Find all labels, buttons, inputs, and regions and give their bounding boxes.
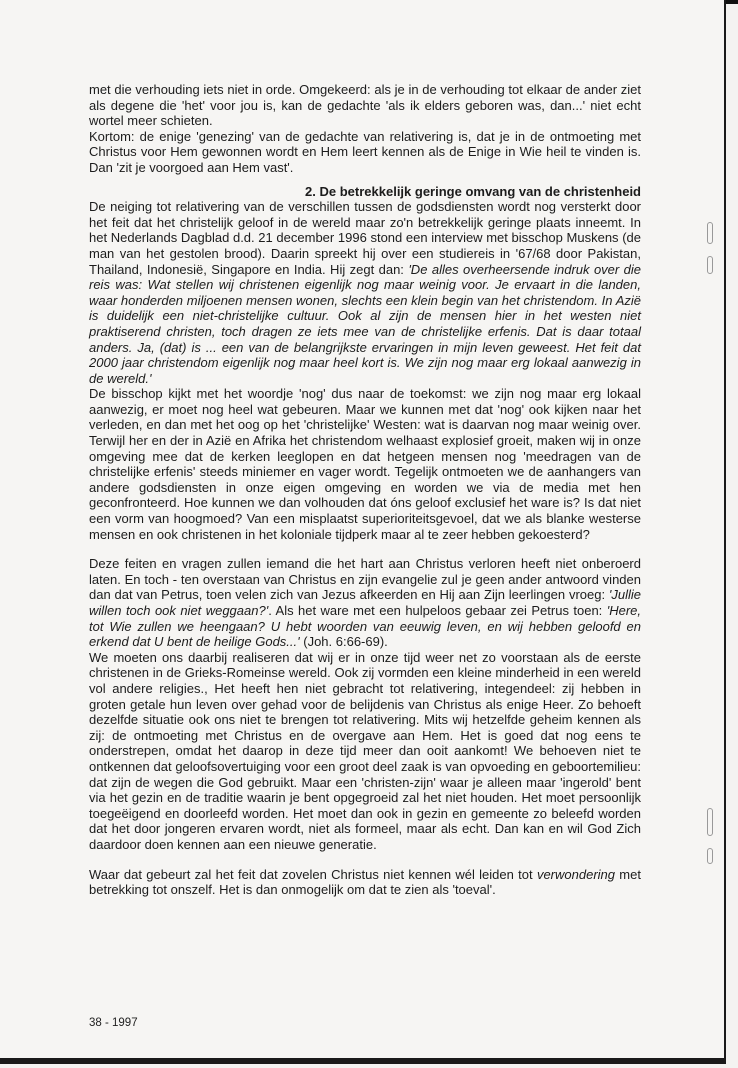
paragraph-5-quote-2: 'Here, tot Wie zullen we heengaan? U hebt woorden van eeuwig leven, en wij hebben geloofd en erkend dat U bent de heilige Gods...' bbox=[89, 603, 641, 650]
section-heading: 2. De betrekkelijk geringe omvang van de christenheid bbox=[305, 183, 641, 199]
binding-hole-mark bbox=[707, 848, 713, 864]
paragraph-3-quote: 'De alles overheersende indruk over die reis was: Wat stellen wij christenen eigenlijk nog maar weinig voor. Je ervaart in die landen, waar honderden miljoenen mensen wonen, slechts een klein begin van het christendom. In Azië is duidelijk een niet-christelijke cultuur. Ook al zijn de mensen hier in het westen niet praktiserend christen, toch dragen ze iets mee van de christelijke erfenis. Dat is daar totaal anders. Ja, (dat) is ... een van de belangrijkste ervaringen in mijn leven geweest. Het feit dat 2000 jaar christendom eigenlijk nog maar heel kort is. We zijn nog maar erg lokaal aanwezig in de wereld.' bbox=[89, 261, 641, 386]
paragraph-5-quote-1: 'Jullie willen toch ook niet weggaan?' bbox=[89, 587, 641, 618]
paragraph-4: De bisschop kijkt met het woordje 'nog' dus naar de toekomst: we zijn nog maar erg lokaal aanwezig, er moet nog heel wat gebeuren. Maar we kunnen met dat 'nog' ook kijken naar het verleden, en dan met het oog op het 'christelijke' Westen: wat is daarvan nog maar weinig over. Terwijl her en der in Azië en Afrika het christendom welhaast explosief groeit, maken wij in onze omgeving mee dat de kerken leeglopen en dat hetgeen mensen nog 'meedragen van de christelijke erfenis' steeds miniemer en vager wordt. Tegelijk ontmoeten we de aanhangers van andere godsdiensten in onze eigen omgeving en worden we via de media met hen geconfronteerd. Hoe kunnen we dan volhouden dat óns geloof exclusief het ware is? Is dat niet een vorm van hoogmoed? Van een misplaatst superioriteitsgevoel, dat we als blanke westerse mensen en ook christenen in het koloniale tijdperk maar al te zeer hebben gekoesterd? bbox=[89, 386, 641, 542]
paragraph-1: met die verhouding iets niet in orde. Omgekeerd: als je in de verhouding tot elkaar de ander ziet als degene die 'het' voor jou is, kan de gedachte 'als ik elders geboren was, dan...' niet echt wortel meer schieten. bbox=[89, 82, 641, 129]
paragraph-7-text-b: met betrekking tot onszelf. Het is dan onmogelijk om dat te zien als 'toeval'. bbox=[89, 866, 641, 898]
page-footer: 38 - 1997 bbox=[89, 1017, 138, 1029]
paragraph-7 bbox=[89, 867, 641, 898]
paragraph-7-text-a: Waar dat gebeurt zal het feit dat zovelen Christus niet kennen wél leiden tot bbox=[89, 866, 537, 882]
paragraph-2: Kortom: de enige 'genezing' van de gedachte van relativering is, dat je in de ontmoeting met Christus voor Hem gewonnen wordt en Hem leert kennen als de Enige in Wie heil te vinden is. Dan 'zit je voorgoed aan Hem vast'. bbox=[89, 128, 641, 175]
binding-hole-mark bbox=[707, 222, 713, 244]
paragraph-7-italic: verwondering bbox=[536, 866, 615, 882]
paragraph-6: We moeten ons daarbij realiseren dat wij er in onze tijd weer net zo voorstaan als de eerste christenen in de Grieks-Romeinse wereld. Ook zij vormden een kleine minderheid in een wereld vol andere religies., Het heeft hen niet gebracht tot relativering, integendeel: zij hebben in groten getale hun leven over gehad voor de belijdenis van Christus als enige Heer. Zo behoeft dezelfde situatie ook ons niet te brengen tot relativering. Mits wij hetzelfde geheim kennen als zij: de ontmoeting met Christus en de overgave aan Hem. Het is goed dat nog eens te onderstrepen, omdat het daarop in deze tijd meer dan ooit aankomt! We behoeven niet te ontkennen dat geloofsovertuiging voor een groot deel zaak is van opvoeding en geboortemilieu: dat zijn de wegen die God gebruikt. Maar een 'christen-zijn' waar je alleen maar 'ingerold' bent via het gezin en de traditie waarin je bent opgegroeid zal het niet houden. Het moet persoonlijk toegeëigend en doorleefd worden. Het moet dan ook in gezin en gemeente zo beleefd worden dat het door jongeren ervaren wordt, niet als formeel, maar als echt. Dan kan en wil God Zich daardoor doen kennen aan een nieuwe generatie. bbox=[89, 649, 641, 852]
binding-hole-mark bbox=[707, 256, 713, 274]
paragraph-3-text: De neiging tot relativering van de verschillen tussen de godsdiensten wordt nog versterkt door het feit dat het christelijk geloof in de wereld maar zo'n betrekkelijk geringe plaats inneemt. In het Nederlands Dagblad d.d. 21 december 1996 stond een interview met bisschop Muskens (de man van het gestolen brood). Daarin spreekt hij over een studiereis in '67/68 door Pakistan, Thailand, Indonesië, Singapore en India. Hij zegt dan: bbox=[89, 199, 641, 277]
binding-hole-mark bbox=[707, 808, 713, 836]
paragraph-5-text-c: (Joh. 6:66-69). bbox=[299, 634, 388, 650]
text-column bbox=[89, 82, 641, 898]
paragraph-3 bbox=[89, 199, 641, 386]
paragraph-5-text-a: Deze feiten en vragen zullen iemand die het hart aan Christus verloren heeft niet onberoerd laten. En toch - ten overstaan van Christus en zijn evangelie zul je geen ander antwoord vinden dan dat van Petrus, toen velen zich van Jezus afkeerden en Hij aan Zijn leerlingen vroeg: bbox=[89, 556, 641, 603]
paragraph-5 bbox=[89, 556, 641, 650]
paragraph-5-text-b: . Als het ware met een hulpeloos gebaar zei Petrus toen: bbox=[268, 603, 607, 618]
